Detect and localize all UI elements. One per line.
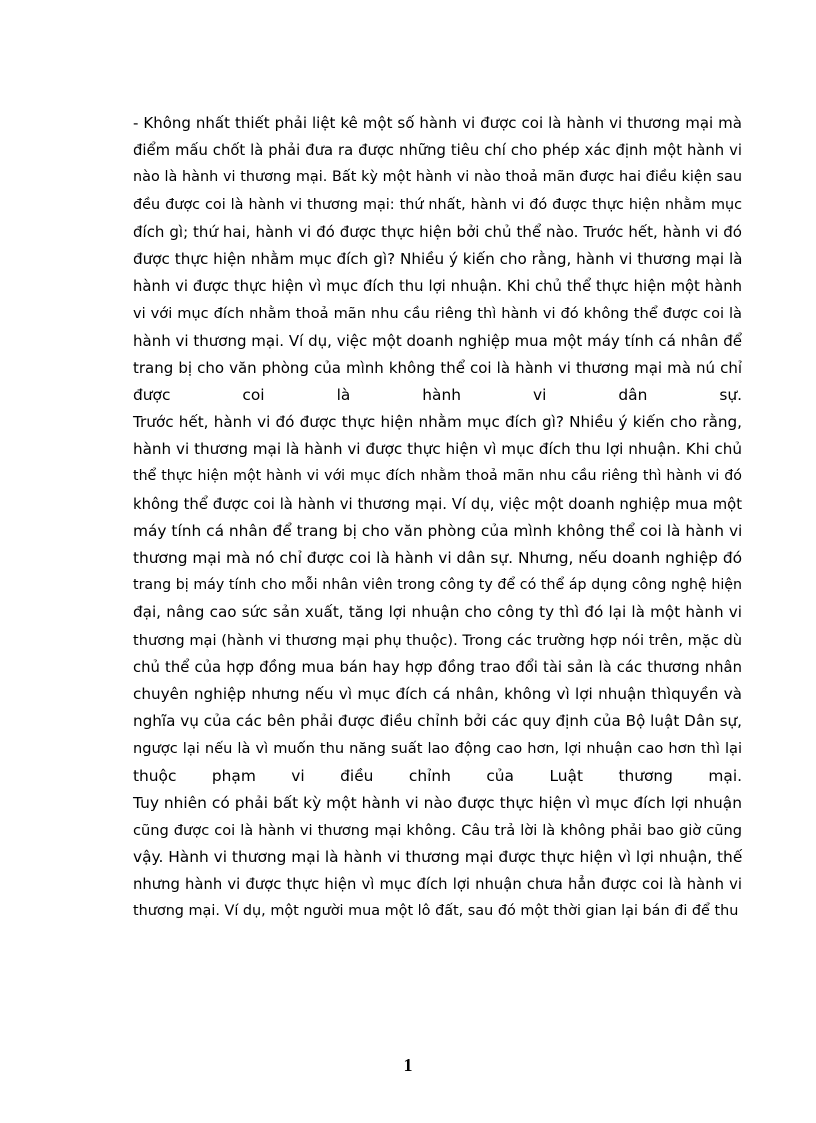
text-line: Trước hết, hành vi đó được thực hiện nhằm mục đích gì? Nhiều ý kiến cho rằng, xyxy=(133,413,742,432)
text-line: thương mại mà nó chỉ được coi là hành vi dân sự. Nhưng, nếu doanh nghiệp đó xyxy=(133,549,743,567)
text-line: trang bị máy tính cho mỗi nhân viên trong công ty để có thể áp dụng công nghệ hiện xyxy=(133,577,742,594)
text-line: nào là hành vi thương mại. Bất kỳ một hành vi nào thoả mãn được hai điều kiện sau xyxy=(133,169,742,186)
text-line: Tuy nhiên có phải bất kỳ một hành vi nào được thực hiện vì mục đích lợi nhuận xyxy=(133,793,742,812)
text-line: hành vi thương mại. Ví dụ, việc một doanh nghiệp mua một máy tính cá nhân để xyxy=(133,331,742,350)
text-line: vậy. Hành vi thương mại là hành vi thương mại được thực hiện vì lợi nhuận, thế xyxy=(133,848,743,867)
body-text xyxy=(133,110,742,926)
text-line: đích gì; thứ hai, hành vi đó được thực hiện bởi chủ thể nào. Trước hết, hành vi đó xyxy=(133,222,742,241)
text-line: được coi là hành vi dân sự. xyxy=(133,385,742,404)
text-line: ngược lại nếu là vì muốn thu năng suất lao động cao hơn, lợi nhuận cao hơn thì lại xyxy=(133,740,742,758)
text-line: thương mại (hành vi thương mại phụ thuộc). Trong các trường hợp nói trên, mặc dù xyxy=(133,631,742,649)
text-line: - Không nhất thiết phải liệt kê một số hành vi được coi là hành vi thương mại mà xyxy=(133,114,742,132)
text-line: nghĩa vụ của các bên phải được điều chỉnh bởi các quy định của Bộ luật Dân sự, xyxy=(133,712,742,731)
text-line: thể thực hiện một hành vi với mục đích nhằm thoả mãn nhu cầu riêng thì hành vi đó xyxy=(133,468,742,485)
text-line: hành vi được thực hiện vì mục đích thu lợi nhuận. Khi chủ thể thực hiện một hành xyxy=(133,278,742,296)
text-line: chủ thể của hợp đồng mua bán hay hợp đồng trao đổi tài sản là các thương nhân xyxy=(133,658,742,676)
text-line: chuyên nghiệp nhưng nếu vì mục đích cá nhân, không vì lợi nhuận thìquyền và xyxy=(133,684,742,703)
text-line: được thực hiện nhằm mục đích gì? Nhiều ý kiến cho rằng, hành vi thương mại là xyxy=(133,249,743,268)
text-line: cũng được coi là hành vi thương mại không. Câu trả lời là không phải bao giờ cũng xyxy=(133,821,742,839)
text-line: thương mại. Ví dụ, một người mua một lô đất, sau đó một thời gian lại bán đi để thu xyxy=(133,903,739,920)
text-line: vi với mục đích nhằm thoả mãn nhu cầu riêng thì hành vi đó không thể được coi là xyxy=(133,305,742,323)
text-line: máy tính cá nhân để trang bị cho văn phòng của mình không thể coi là hành vi xyxy=(133,521,743,540)
text-line: đại, nâng cao sức sản xuất, tăng lợi nhuận cho công ty thì đó lại là một hành vi xyxy=(133,603,742,622)
text-line: trang bị cho văn phòng của mình không thể coi là hành vi thương mại mà nú chỉ xyxy=(133,358,742,377)
text-line: thuộc phạm vi điều chỉnh của Luật thương mại. xyxy=(133,766,742,785)
text-line: không thể được coi là hành vi thương mại. Ví dụ, việc một doanh nghiệp mua một xyxy=(133,495,742,513)
text-line: nhưng hành vi được thực hiện vì mục đích lợi nhuận chưa hẳn được coi là hành vi xyxy=(133,876,742,894)
text-line: hành vi thương mại là hành vi được thực hiện vì mục đích thu lợi nhuận. Khi chủ xyxy=(133,440,742,459)
text-line: điểm mấu chốt là phải đưa ra được những tiêu chí cho phép xác định một hành vi xyxy=(133,142,742,160)
text-line: đều được coi là hành vi thương mại: thứ nhất, hành vi đó được thực hiện nhằm mục xyxy=(133,196,742,213)
page-number: 1 xyxy=(403,1055,413,1075)
